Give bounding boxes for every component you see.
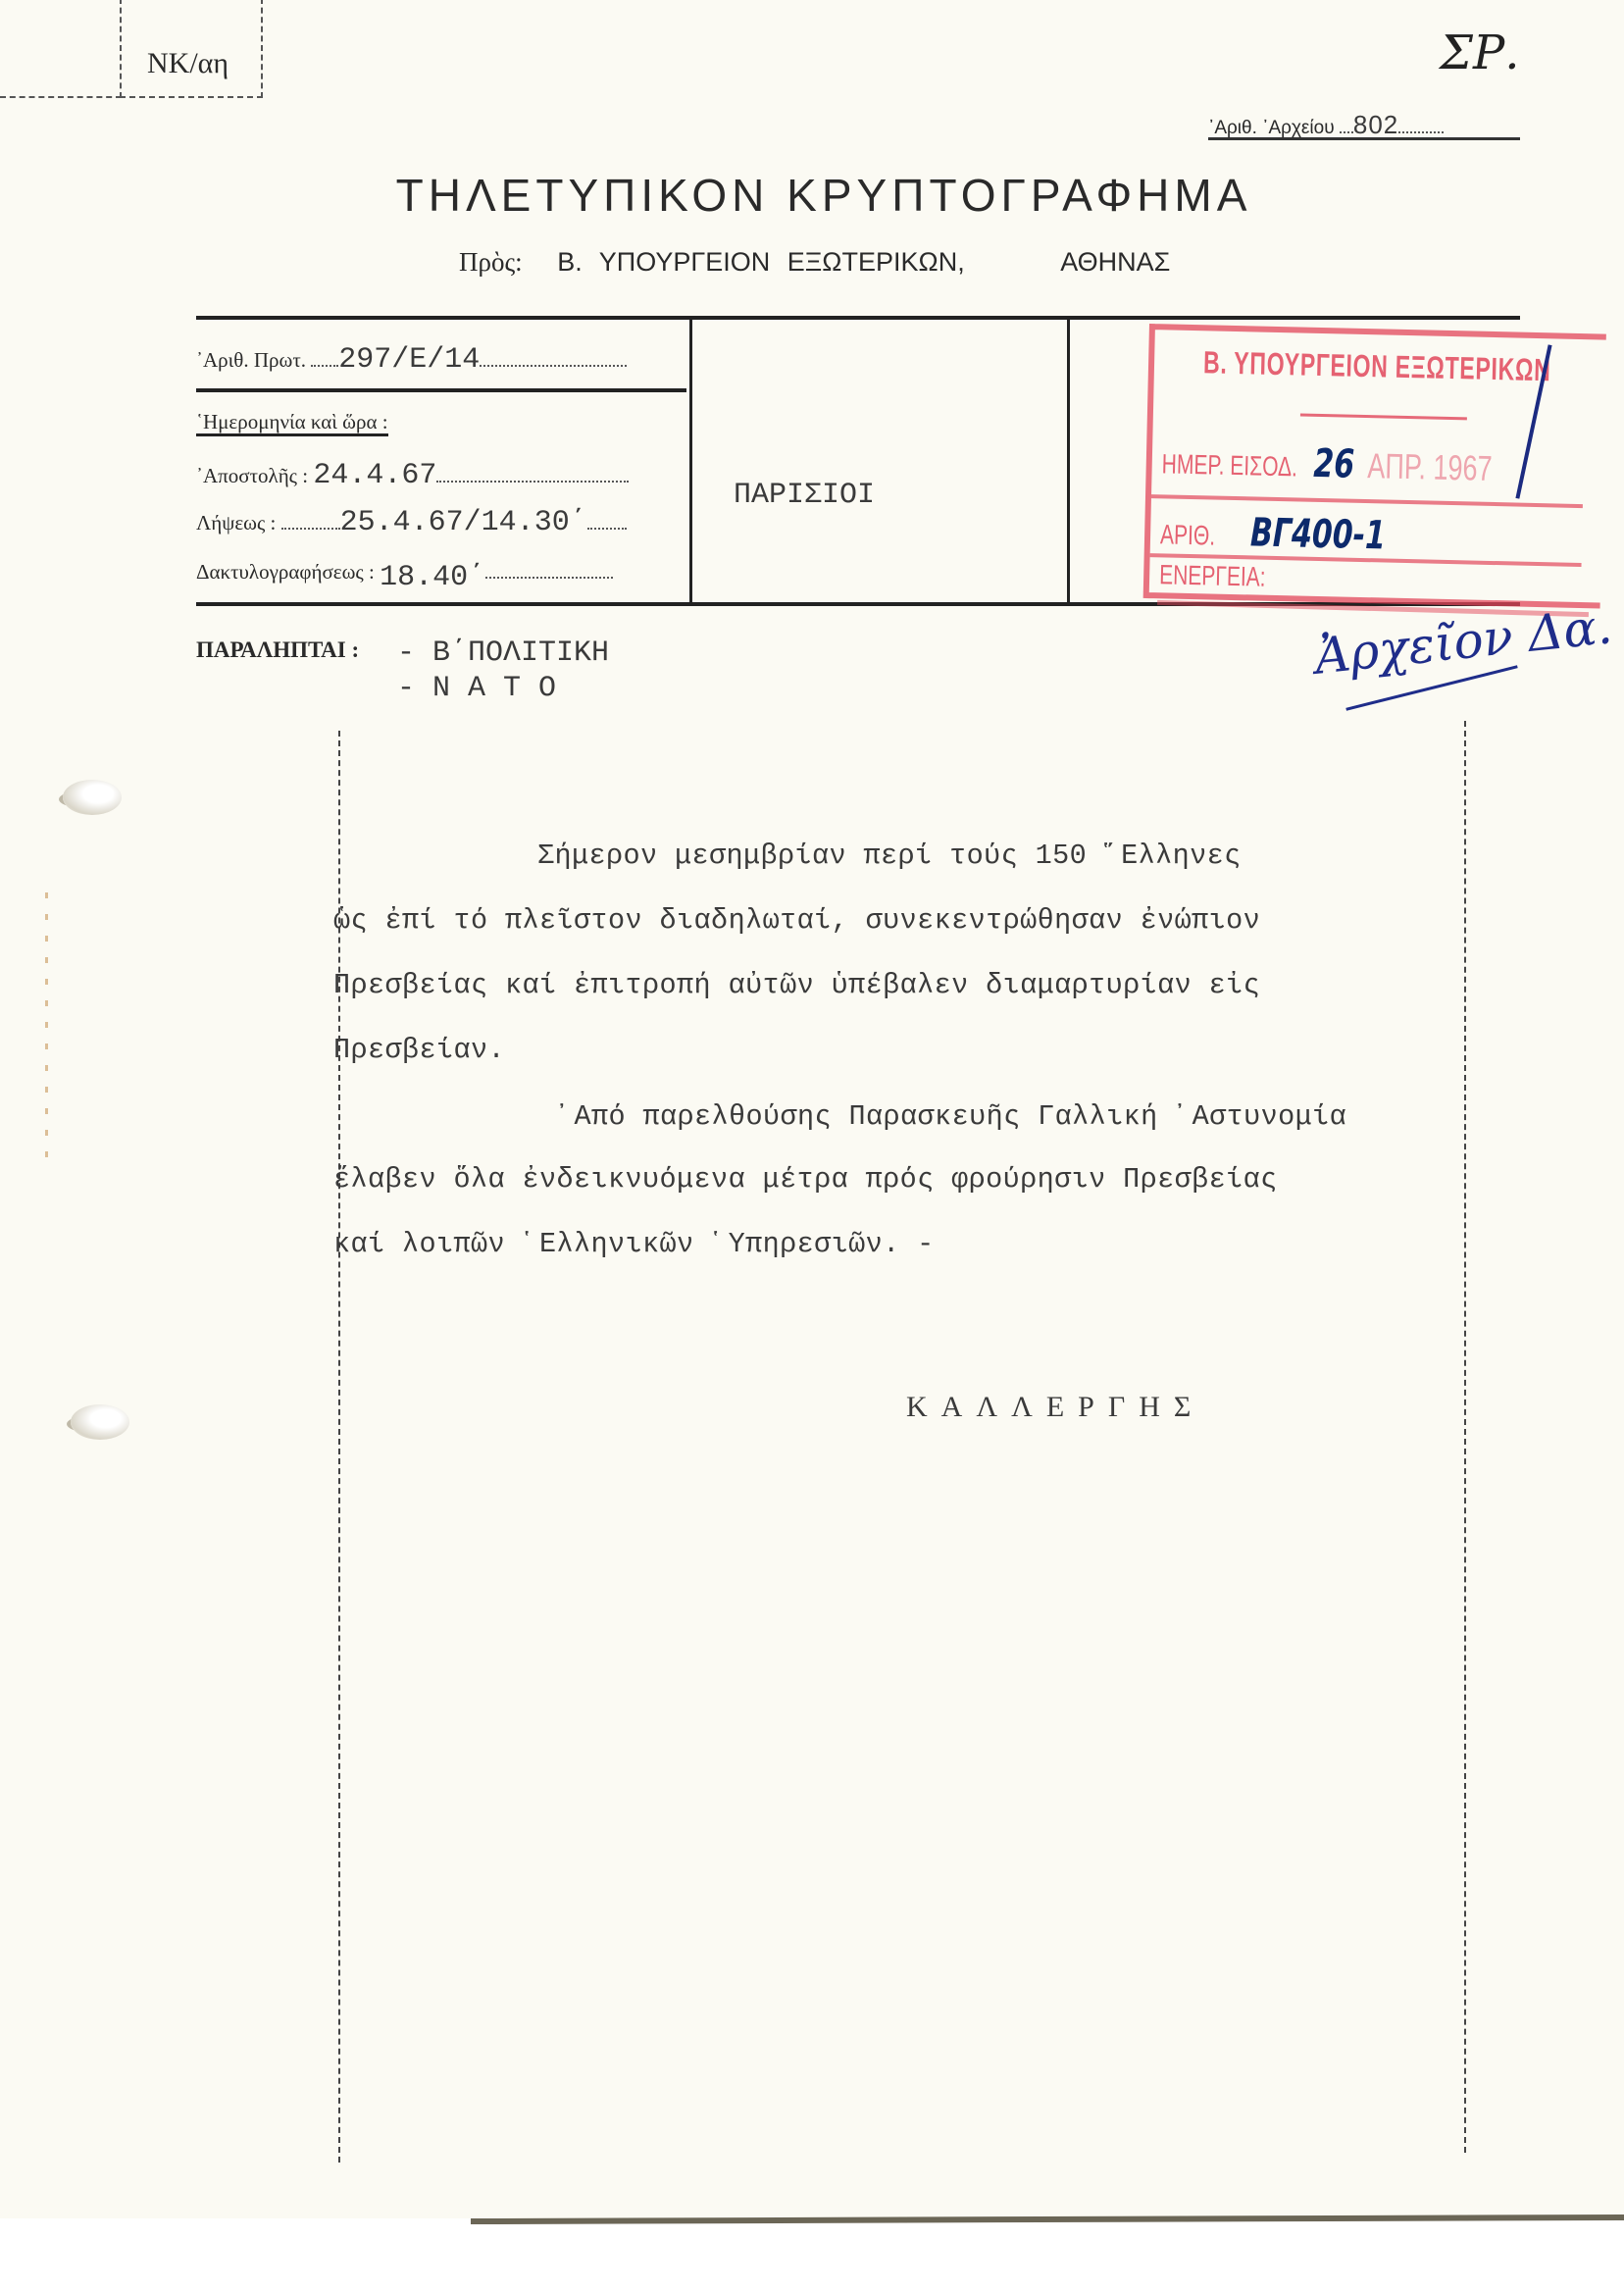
sent-field xyxy=(196,459,629,492)
body-line: Πρεσβείαν. xyxy=(333,1034,506,1066)
typed-value: 18.40΄ xyxy=(380,561,486,594)
handwritten-mark: ΣΡ. xyxy=(1440,25,1520,80)
to-label: Πρὸς: xyxy=(459,247,523,277)
received-field xyxy=(196,506,627,539)
stamp-action xyxy=(1159,559,1266,592)
right-margin-guide xyxy=(1464,721,1466,2153)
archive-number-value: 802 xyxy=(1352,110,1399,139)
handwritten-annotation: Ἀρχεῖον Δα. xyxy=(1311,597,1615,686)
recipients-list xyxy=(397,636,609,706)
rust-marks xyxy=(45,892,48,1167)
to-city: ΑΘΗΝΑΣ xyxy=(1060,247,1171,277)
document-title: ΤΗΛΕΤΥΠΙΚΟΝ ΚΡΥΠΤΟΓΡΑΦΗΜΑ xyxy=(395,170,1252,221)
addressee-line xyxy=(459,247,1170,278)
stamp-entry-date xyxy=(1161,437,1493,490)
punch-hole xyxy=(71,1404,129,1440)
archive-number xyxy=(1208,110,1444,140)
recipients-label: ΠΑΡΑΛΗΠΤΑΙ : xyxy=(196,637,360,662)
body-line: ᾿Από παρελθούσης Παρασκευῆς Γαλλική ᾿Αστυνομία xyxy=(557,1100,1347,1133)
sent-label: ᾿Αποστολῆς : xyxy=(196,464,309,487)
protocol-rule xyxy=(196,388,686,392)
entry-month-year: ΑΠΡ. 1967 xyxy=(1366,445,1494,488)
protocol-label: ᾿Αριθ. Πρωτ. xyxy=(196,348,307,372)
stamp-number xyxy=(1160,508,1387,558)
protocol-value: 297/Ε/14 xyxy=(338,343,481,377)
origin-city: ΠΑΡΙΣΙΟΙ xyxy=(734,479,876,512)
recipient-item: - Β΄ΠΟΛΙΤΙΚΗ xyxy=(397,636,610,670)
archive-rule xyxy=(1208,137,1520,140)
sent-value: 24.4.67 xyxy=(313,459,437,492)
datetime-label: ῾Ημερομηνία καὶ ὥρα : xyxy=(196,410,388,436)
column-divider xyxy=(1067,320,1070,602)
signer-name: ΚΑΛΛΕΡΓΗΣ xyxy=(906,1391,1205,1423)
body-line: Πρεσβείας καί ἐπιτροπή αὐτῶν ὑπέβαλεν διαμαρτυρίαν εἰς xyxy=(333,969,1261,1001)
received-stamp xyxy=(1143,324,1606,609)
recipient-item: - Ν Α Τ Ο xyxy=(397,672,557,705)
number-value: ΒΓ400-1 xyxy=(1249,510,1387,559)
received-label: Λήψεως : xyxy=(196,511,277,535)
stamp-title: Β. ΥΠΟΥΡΓΕΙΟΝ ΕΞΩΤΕΡΙΚΩΝ xyxy=(1202,344,1551,388)
punch-hole xyxy=(63,780,122,815)
body-line: ὡς ἐπί τό πλεῖστον διαδηλωταί, συνεκεντρώθησαν ἐνώπιον xyxy=(333,904,1261,937)
entry-date-label: ΗΜΕΡ. ΕΙΣΟΔ. xyxy=(1161,448,1298,483)
protocol-number-field xyxy=(196,343,627,377)
number-label: ΑΡΙΘ. xyxy=(1159,519,1216,551)
body-line: Σήμερον μεσημβρίαν περί τούς 150 ῞Ελληνες xyxy=(537,840,1242,872)
archive-number-label: ᾿Αριθ. ᾿Αρχείου xyxy=(1208,118,1335,138)
typed-field xyxy=(196,555,613,594)
typed-label: Δακτυλογραφήσεως : xyxy=(196,560,375,584)
reference-box-rule xyxy=(0,96,122,98)
column-divider xyxy=(689,320,692,602)
datetime-heading xyxy=(196,410,388,434)
body-line: ἔλαβεν ὅλα ἐνδεικνυόμενα μέτρα πρός φρούρησιν Πρεσβείας xyxy=(333,1163,1278,1196)
action-label: ΕΝΕΡΓΕΙΑ: xyxy=(1158,559,1266,592)
received-value: 25.4.67/14.30΄ xyxy=(339,506,587,539)
body-line: καί λοιπῶν ῾Ελληνικῶν ῾Υπηρεσιῶν. - xyxy=(333,1228,935,1260)
to-recipient: Β. ΥΠΟΥΡΓΕΙΟΝ ΕΞΩΤΕΡΙΚΩΝ, xyxy=(557,247,965,277)
reference-code: NK/αη xyxy=(147,47,229,79)
left-margin-guide xyxy=(338,731,340,2163)
entry-day: 26 xyxy=(1312,440,1355,487)
